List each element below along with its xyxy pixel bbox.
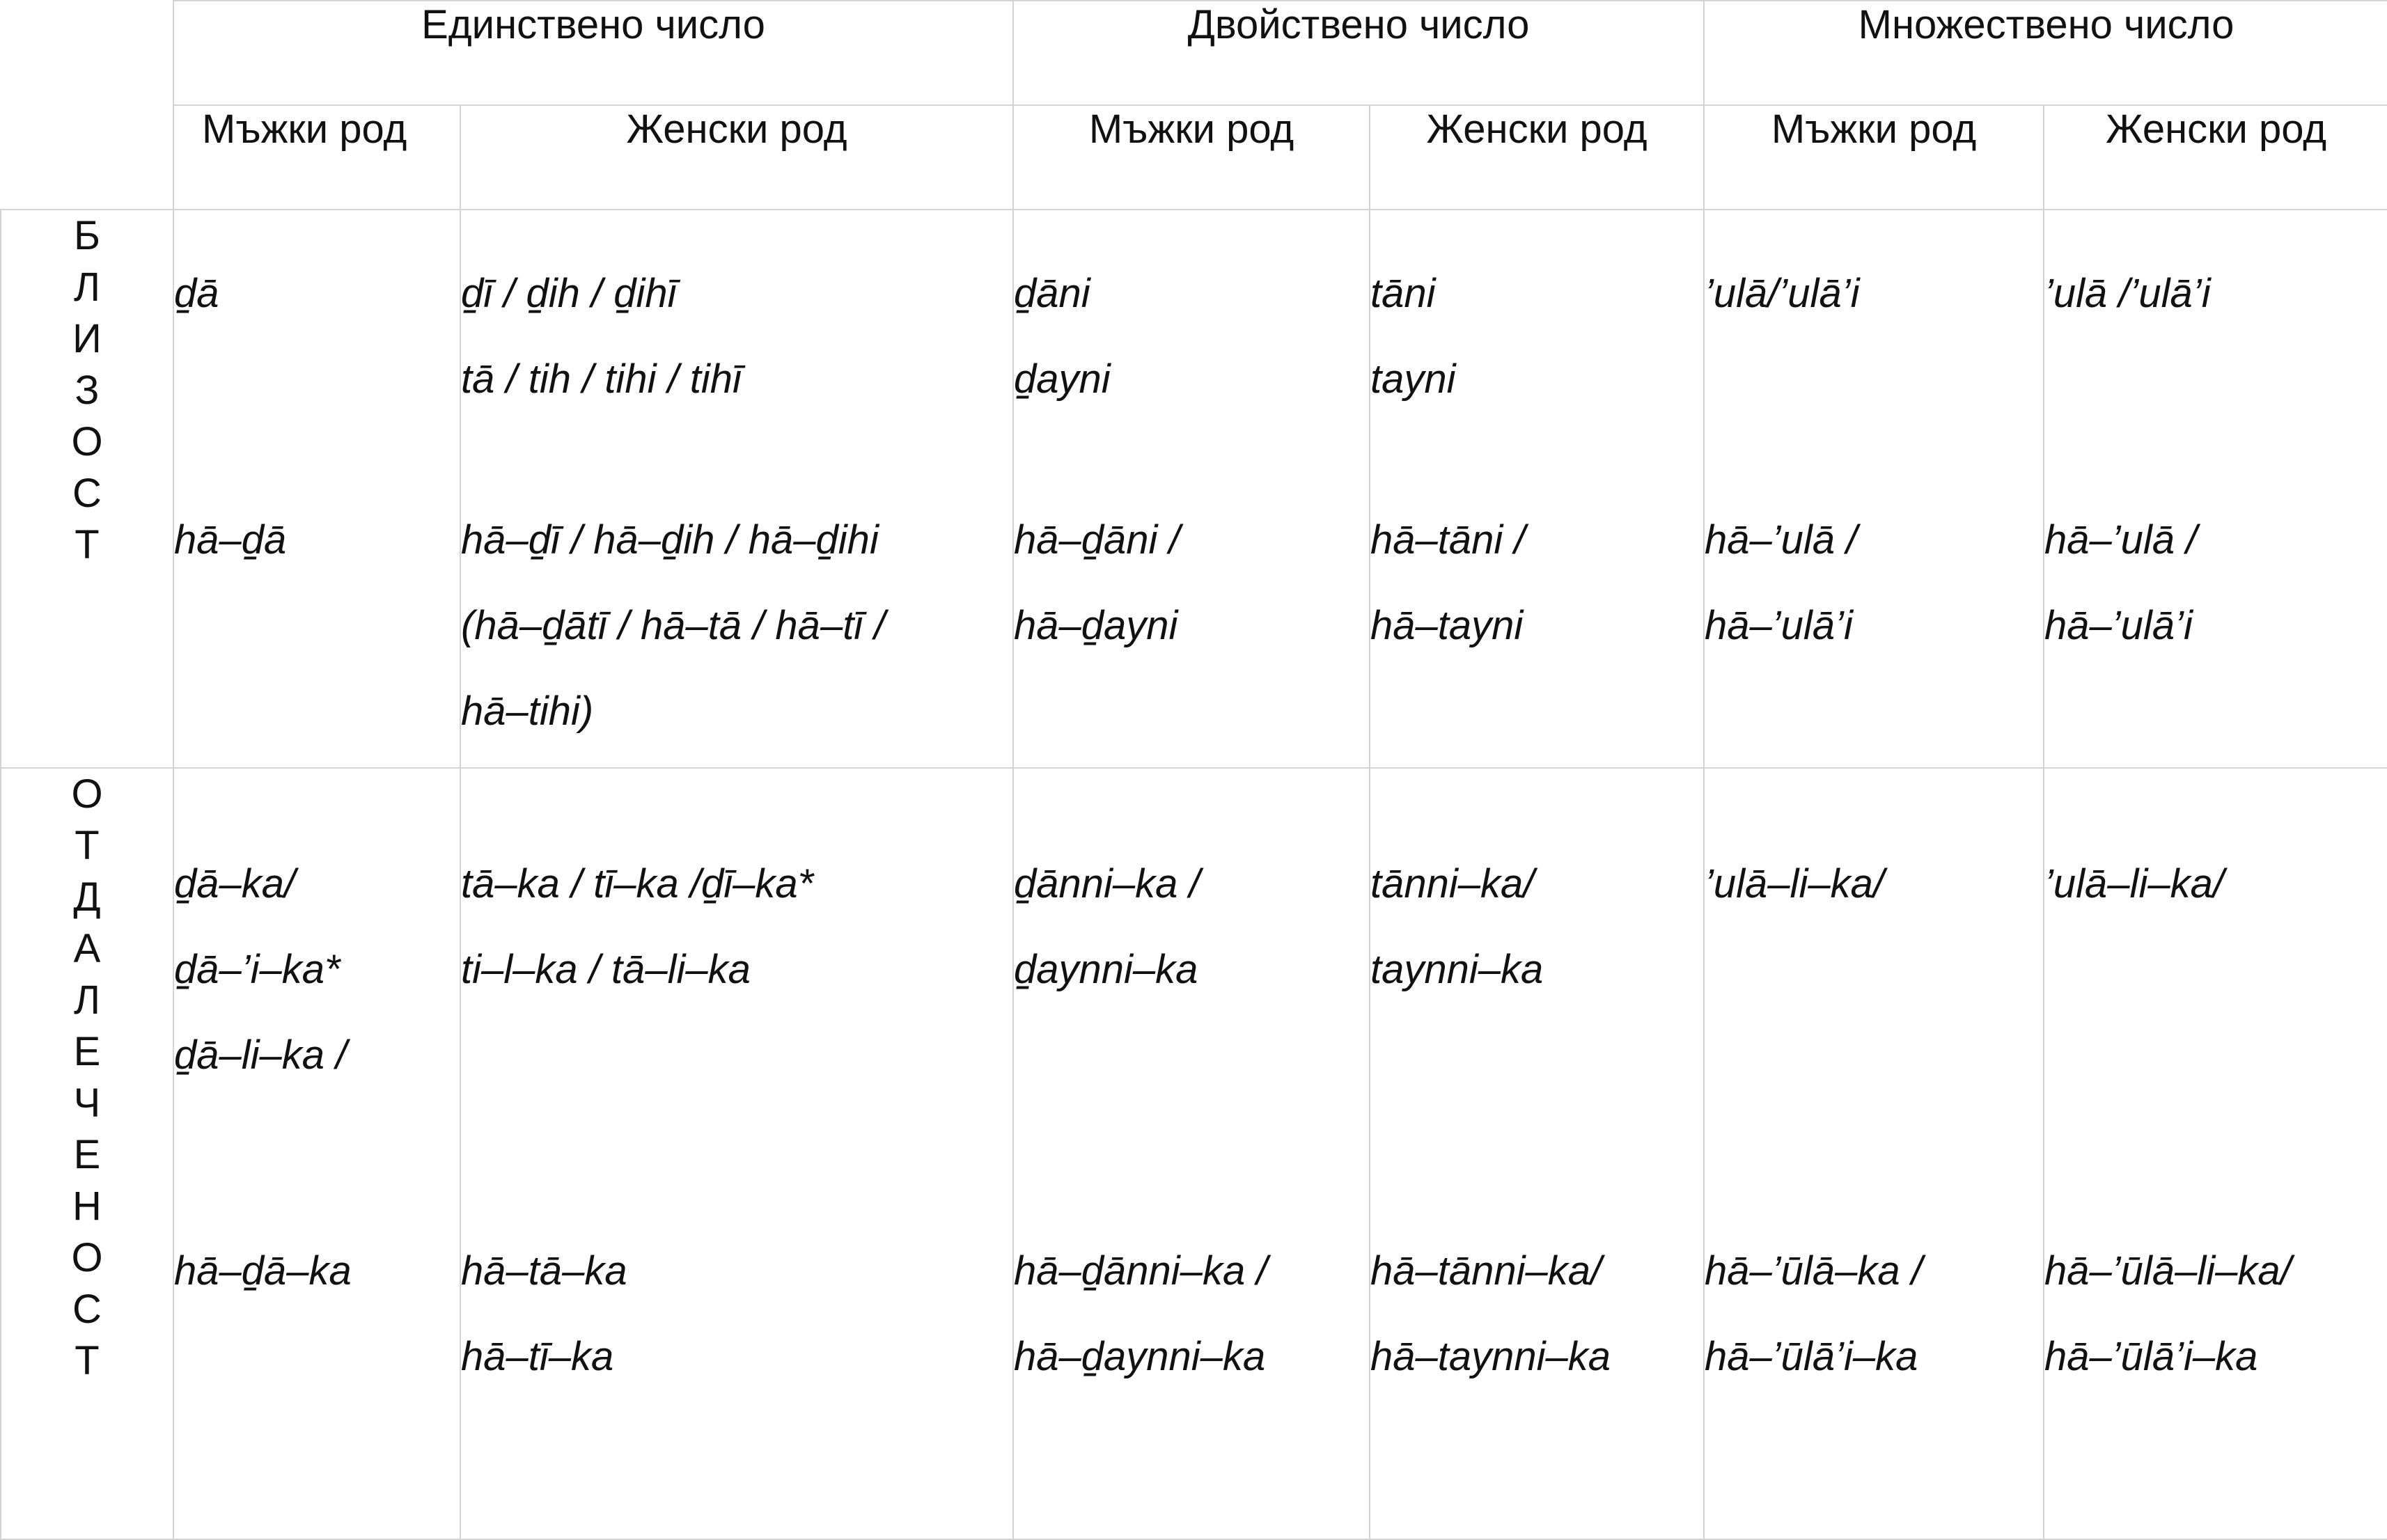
form-plain bbox=[1014, 210, 1369, 468]
form-text: hā–tā–ka bbox=[461, 1248, 627, 1294]
form-text: ’ulā /’ulā’i bbox=[2044, 271, 2211, 316]
label-letter: О bbox=[71, 1235, 103, 1280]
label-letter: Т bbox=[75, 1338, 100, 1383]
form-text: ’ulā/’ulā’i bbox=[1705, 271, 1860, 316]
cell-dist-pl-f bbox=[2044, 768, 2387, 1539]
cell-prox-sg-m bbox=[173, 210, 460, 768]
label-letter: Т bbox=[75, 522, 100, 567]
form-plain bbox=[2044, 769, 2387, 1200]
form-text: hā–’ūlā’i–ka bbox=[2044, 1334, 2258, 1379]
form-text: tānni–ka/ bbox=[1370, 861, 1535, 906]
form-text: hā–ḏī / hā–ḏih / hā–ḏihi bbox=[461, 517, 879, 563]
header-singular: Единствено число bbox=[173, 1, 1013, 105]
form-text: hā–ḏayni bbox=[1014, 603, 1178, 648]
form-plain bbox=[461, 210, 1012, 468]
label-letter: О bbox=[71, 419, 103, 464]
form-text: ḏā bbox=[174, 271, 219, 316]
form-text: ḏaynni–ka bbox=[1014, 947, 1198, 992]
header-dual-feminine: Женски род bbox=[1370, 105, 1704, 210]
form-text: hā–tānni–ka/ bbox=[1370, 1248, 1602, 1294]
form-text: hā–’ūlā–li–ka/ bbox=[2044, 1248, 2292, 1294]
form-ha bbox=[2044, 468, 2387, 767]
form-text: hā–’ulā’i bbox=[2044, 603, 2193, 648]
form-ha bbox=[1370, 468, 1703, 767]
corner-blank-cell bbox=[1, 1, 173, 210]
header-plural: Множествено число bbox=[1704, 1, 2387, 105]
form-plain bbox=[174, 769, 460, 1200]
form-text: hā–’ūlā’i–ka bbox=[1705, 1334, 1918, 1379]
header-dual: Двойствено число bbox=[1013, 1, 1704, 105]
cell-dist-du-m bbox=[1013, 768, 1370, 1539]
form-text: hā–tāni / bbox=[1370, 517, 1526, 563]
form-plain bbox=[461, 769, 1012, 1200]
form-text: ’ulā–li–ka/ bbox=[2044, 861, 2224, 906]
form-text: hā–ḏāni / bbox=[1014, 517, 1180, 563]
label-letter: И bbox=[72, 316, 102, 361]
form-text: taynni–ka bbox=[1370, 947, 1544, 992]
form-ha bbox=[2044, 1200, 2387, 1430]
header-plural-masculine: Мъжки род bbox=[1704, 105, 2044, 210]
form-text: tā–ka / tī–ka /ḏī–ka* bbox=[461, 861, 814, 906]
form-text: ḏā–ka/ bbox=[174, 861, 296, 906]
form-ha bbox=[174, 1200, 460, 1430]
label-letter: Б bbox=[73, 213, 101, 258]
form-plain bbox=[1370, 769, 1703, 1200]
form-text: hā–tī–ka bbox=[461, 1334, 614, 1379]
label-proximity bbox=[1, 210, 173, 768]
form-text: ti–l–ka / tā–li–ka bbox=[461, 947, 751, 992]
cell-dist-du-f bbox=[1370, 768, 1704, 1539]
form-ha bbox=[1705, 468, 2043, 767]
form-text: ḏayni bbox=[1014, 356, 1111, 402]
label-letter: Ч bbox=[73, 1081, 101, 1126]
form-plain bbox=[174, 210, 460, 468]
form-text: hā–’ulā’i bbox=[1705, 603, 1853, 648]
form-ha bbox=[174, 468, 460, 767]
form-text: hā–tayni bbox=[1370, 603, 1524, 648]
form-text: (hā–ḏātī / hā–tā / hā–tī / bbox=[461, 603, 886, 648]
cell-dist-sg-m bbox=[173, 768, 460, 1539]
label-letter: З bbox=[75, 368, 100, 413]
label-letter: Е bbox=[73, 1029, 101, 1074]
form-ha bbox=[1014, 468, 1369, 767]
number-header-row bbox=[1, 1, 2387, 105]
label-letter: Е bbox=[73, 1132, 101, 1177]
label-letter: Д bbox=[73, 874, 101, 920]
label-letter: Л bbox=[73, 977, 101, 1023]
cell-dist-sg-f bbox=[460, 768, 1013, 1539]
header-singular-masculine: Мъжки род bbox=[173, 105, 460, 210]
form-text: tā / tih / tihi / tihī bbox=[461, 356, 742, 402]
form-ha bbox=[461, 468, 1012, 767]
cell-prox-pl-f bbox=[2044, 210, 2387, 768]
form-ha bbox=[1705, 1200, 2043, 1430]
header-dual-masculine: Мъжки род bbox=[1013, 105, 1370, 210]
label-letter: О bbox=[71, 771, 103, 817]
form-plain bbox=[1705, 210, 2043, 468]
form-text: hā–’ulā / bbox=[2044, 517, 2198, 563]
form-text: hā–ḏānni–ka / bbox=[1014, 1248, 1268, 1294]
form-text: ḏā–li–ka / bbox=[174, 1032, 347, 1078]
form-ha bbox=[1370, 1200, 1703, 1430]
header-plural-feminine: Женски род bbox=[2044, 105, 2387, 210]
label-letter: Т bbox=[75, 823, 100, 868]
form-ha bbox=[1014, 1200, 1369, 1430]
label-letter: Л bbox=[73, 265, 101, 310]
form-text: tayni bbox=[1370, 356, 1456, 402]
form-ha bbox=[461, 1200, 1012, 1430]
form-text: hā–ḏā bbox=[174, 517, 287, 563]
form-text: hā–ḏā–ka bbox=[174, 1248, 352, 1294]
form-text: ḏāni bbox=[1014, 271, 1090, 316]
form-text: ḏī / ḏih / ḏihī bbox=[461, 271, 677, 316]
form-text: hā–’ulā / bbox=[1705, 517, 1858, 563]
form-plain bbox=[2044, 210, 2387, 468]
form-plain bbox=[1014, 769, 1369, 1200]
label-letter: А bbox=[73, 926, 101, 971]
label-letter: С bbox=[72, 471, 102, 516]
form-text: hā–’ūlā–ka / bbox=[1705, 1248, 1923, 1294]
row-distance bbox=[1, 768, 2387, 1539]
form-text: ḏānni–ka / bbox=[1014, 861, 1200, 906]
cell-prox-pl-m bbox=[1704, 210, 2044, 768]
cell-prox-du-f bbox=[1370, 210, 1704, 768]
cell-prox-du-m bbox=[1013, 210, 1370, 768]
cell-prox-sg-f bbox=[460, 210, 1013, 768]
form-text: ’ulā–li–ka/ bbox=[1705, 861, 1884, 906]
form-text: hā–ḏaynni–ka bbox=[1014, 1334, 1266, 1379]
header-singular-feminine: Женски род bbox=[460, 105, 1013, 210]
form-text: tāni bbox=[1370, 271, 1436, 316]
row-proximity bbox=[1, 210, 2387, 768]
form-plain bbox=[1705, 769, 2043, 1200]
label-letter: С bbox=[72, 1287, 102, 1332]
form-text: hā–taynni–ka bbox=[1370, 1334, 1611, 1379]
form-plain bbox=[1370, 210, 1703, 468]
label-letter: Н bbox=[72, 1184, 102, 1229]
label-distance bbox=[1, 768, 173, 1539]
form-text: hā–tihi) bbox=[461, 689, 594, 734]
gender-header-row bbox=[1, 105, 2387, 210]
cell-dist-pl-m bbox=[1704, 768, 2044, 1539]
form-text: ḏā–’i–ka* bbox=[174, 947, 341, 992]
